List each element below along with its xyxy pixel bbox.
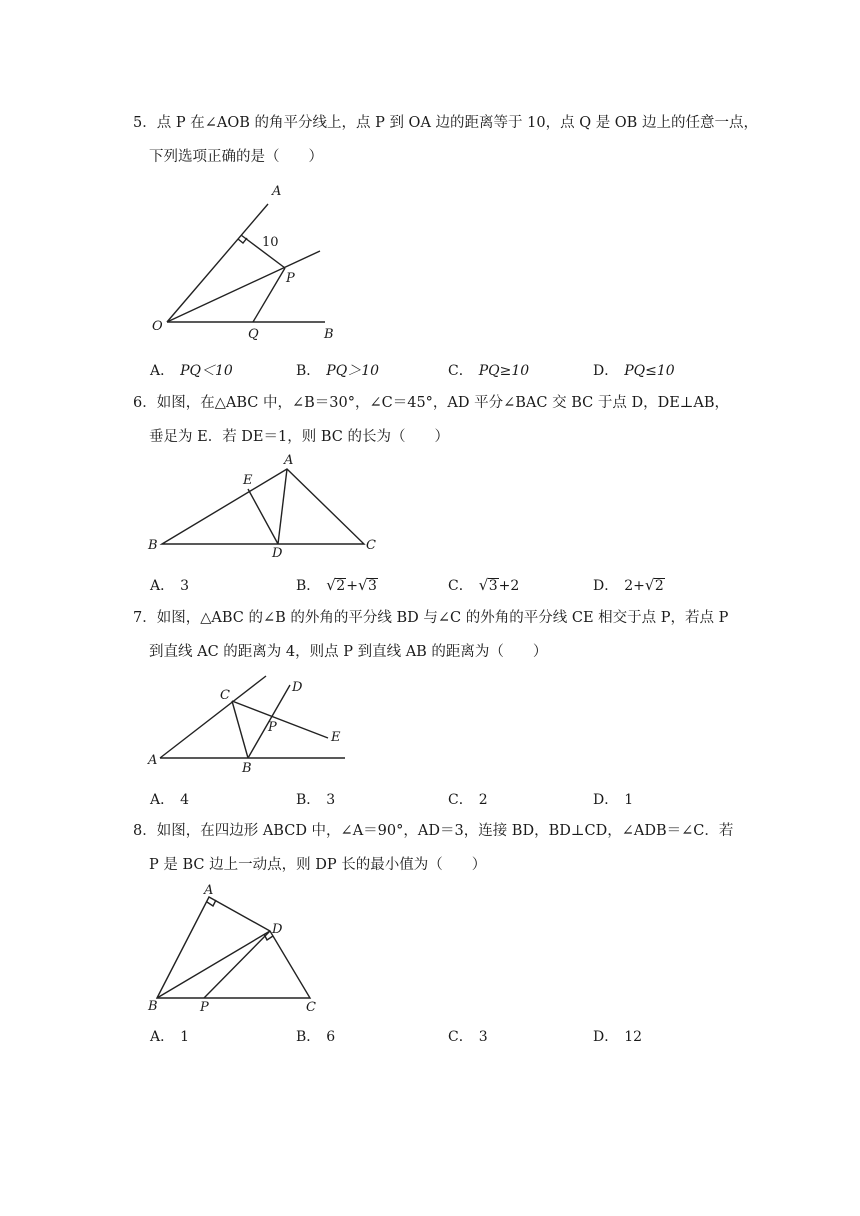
sqrt-symbol: √ 2 xyxy=(326,578,346,594)
option-a[interactable]: A． 3 xyxy=(150,578,190,594)
option-a[interactable]: A． 4 xyxy=(150,792,190,808)
question-5-line-1: 5．点 P 在∠AOB 的角平分线上，点 P 到 OA 边的距离等于 10，点 Q 是 OB 边上的任意一点， xyxy=(133,115,758,131)
label-A: A xyxy=(272,184,282,199)
options-q5 xyxy=(150,360,710,382)
question-5 xyxy=(133,106,758,174)
option-c[interactable]: C．√ 3+2 xyxy=(448,575,519,595)
label-C: C xyxy=(306,1000,316,1015)
label-E: E xyxy=(243,473,253,488)
label-D: D xyxy=(272,546,283,561)
question-6-line-1: 6．如图，在△ABC 中，∠B＝30°，∠C＝45°，AD 平分∠BAC 交 BC 于点 D，DE⊥AB， xyxy=(133,395,730,411)
question-8-line-2: P 是 BC 边上一动点，则 DP 长的最小值为（ ） xyxy=(149,857,487,873)
label-P: P xyxy=(268,720,277,735)
option-b[interactable]: B． PQ＞10 xyxy=(296,363,380,379)
question-7 xyxy=(133,601,733,669)
option-d[interactable]: D． 1 xyxy=(593,792,634,808)
label-B: B xyxy=(148,999,158,1014)
option-c[interactable]: C． 2 xyxy=(448,792,488,808)
sqrt-symbol: √ 3 xyxy=(358,578,378,594)
label-D: D xyxy=(272,922,283,937)
label-B: B xyxy=(324,327,334,342)
sqrt-symbol: √ 2 xyxy=(645,578,665,594)
options-q8 xyxy=(150,1026,710,1048)
options-q6 xyxy=(150,575,710,597)
option-b[interactable]: B．√ 2+√ 3 xyxy=(296,575,378,595)
label-P: P xyxy=(200,1000,209,1015)
label-O: O xyxy=(152,319,163,334)
option-a[interactable]: A． PQ＜10 xyxy=(150,363,233,379)
label-C: C xyxy=(366,538,376,553)
label-P: P xyxy=(286,271,295,286)
figure-q7 xyxy=(140,668,370,778)
label-D: D xyxy=(292,680,303,695)
label-B: B xyxy=(148,538,158,553)
figure-q8 xyxy=(140,880,340,1020)
question-7-line-2: 到直线 AC 的距离为 4，则点 P 到直线 AB 的距离为（ ） xyxy=(149,644,548,660)
question-8 xyxy=(133,814,733,882)
option-d[interactable]: D． PQ≤10 xyxy=(593,363,675,379)
label-E: E xyxy=(331,730,341,745)
option-c[interactable]: C． PQ≥10 xyxy=(448,363,530,379)
option-d[interactable]: D． 12 xyxy=(593,1029,643,1045)
figure-q5 xyxy=(140,176,360,346)
label-C: C xyxy=(220,688,230,703)
option-b[interactable]: B． 3 xyxy=(296,792,336,808)
option-a[interactable]: A． 1 xyxy=(150,1029,190,1045)
label-A: A xyxy=(148,753,158,768)
figure-q6 xyxy=(140,450,390,560)
label-distance-10: 10 xyxy=(262,235,279,250)
question-6 xyxy=(133,386,733,454)
label-A: A xyxy=(284,453,294,468)
label-Q: Q xyxy=(248,327,259,342)
question-5-line-2: 下列选项正确的是（ ） xyxy=(149,149,323,165)
question-8-line-1: 8．如图，在四边形 ABCD 中，∠A＝90°，AD＝3，连接 BD，BD⊥CD，∠ADB＝∠C．若 xyxy=(133,823,734,839)
options-q7 xyxy=(150,789,710,811)
label-B: B xyxy=(242,761,252,776)
sqrt-symbol: √ 3 xyxy=(479,578,499,594)
question-6-line-2: 垂足为 E．若 DE＝1，则 BC 的长为（ ） xyxy=(149,429,449,445)
option-d[interactable]: D． 2+√ 2 xyxy=(593,575,665,595)
label-A: A xyxy=(204,883,214,898)
question-7-line-1: 7．如图，△ABC 的∠B 的外角的平分线 BD 与∠C 的外角的平分线 CE 相交于点 P，若点 P xyxy=(133,610,729,626)
option-b[interactable]: B． 6 xyxy=(296,1029,336,1045)
option-c[interactable]: C． 3 xyxy=(448,1029,488,1045)
